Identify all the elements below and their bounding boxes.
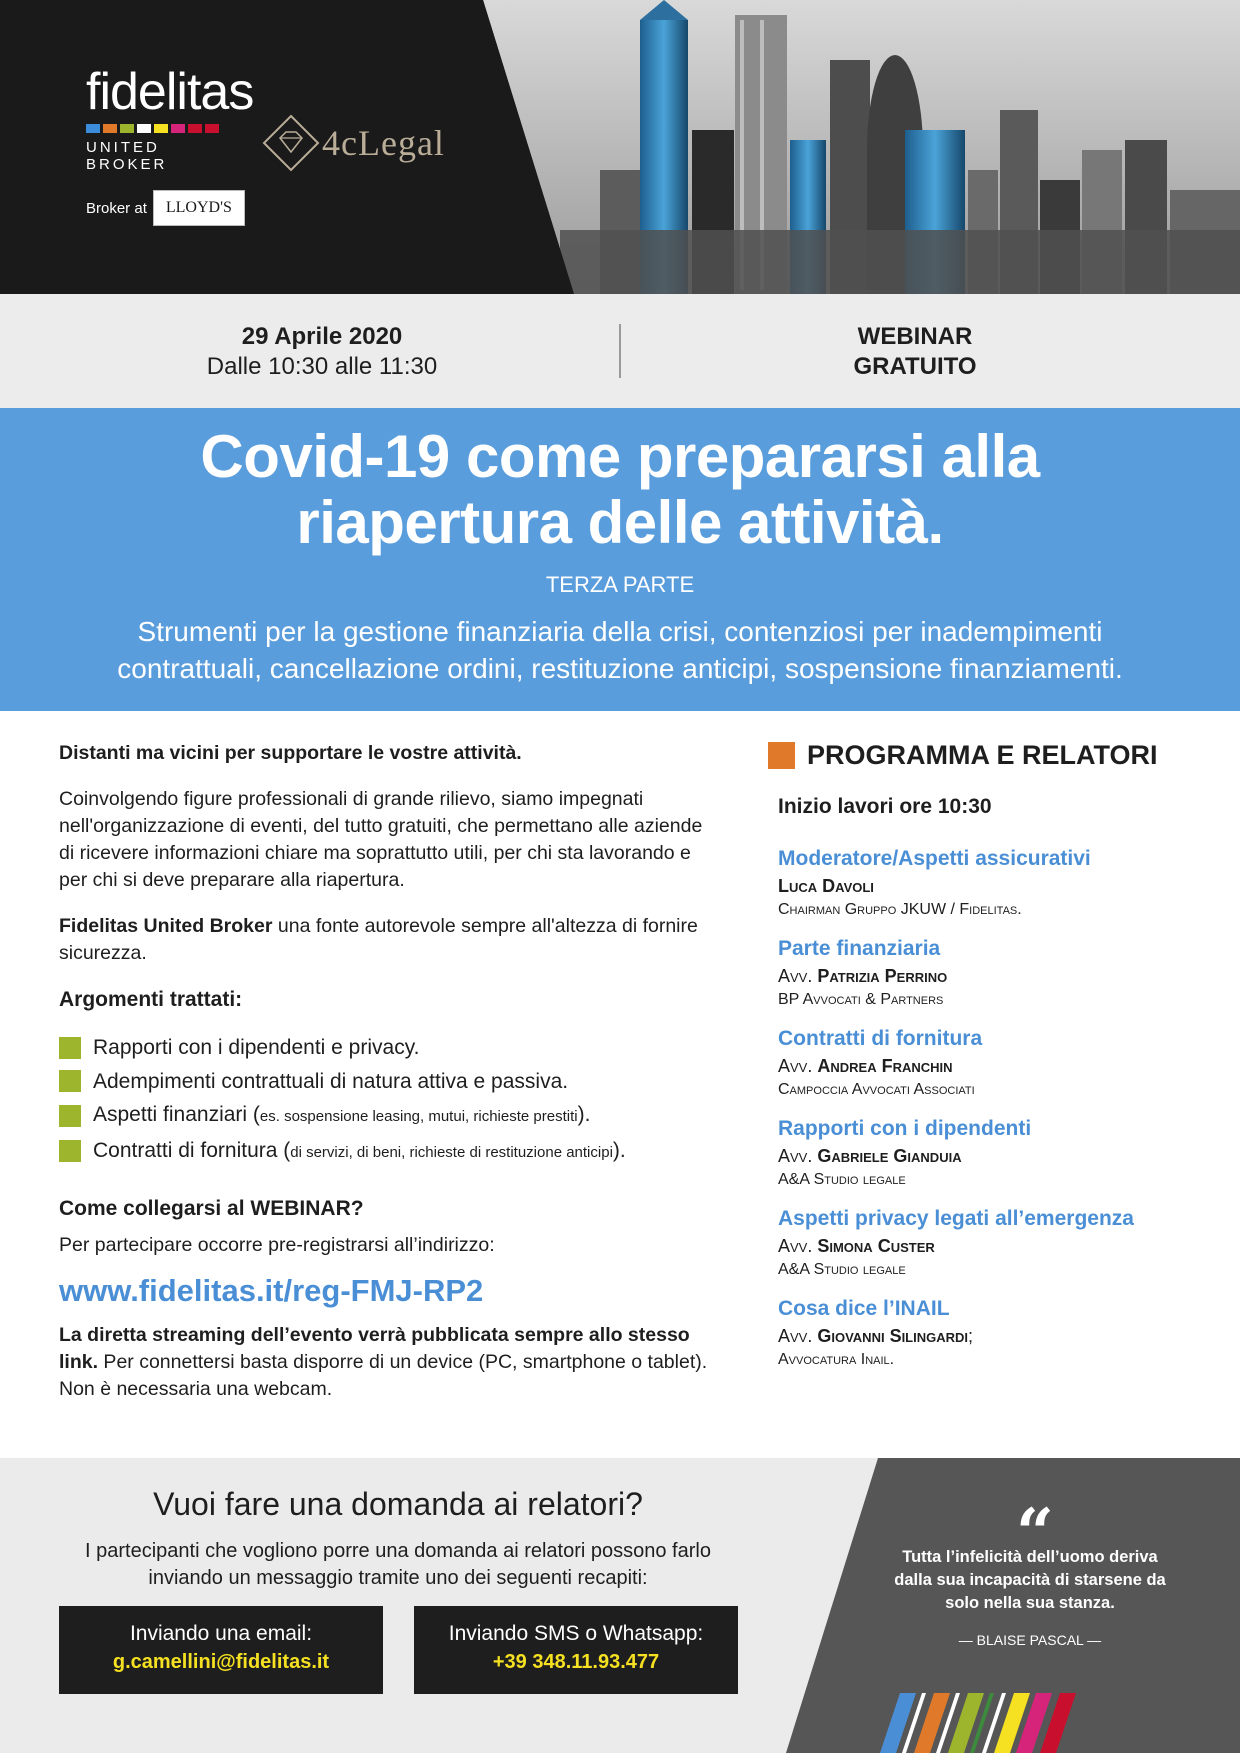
list-item: Rapporti con i dipendenti e privacy. [59, 1031, 709, 1065]
email-label: Inviando una email: [129, 1622, 313, 1645]
banner-subtitle [40, 613, 1200, 687]
quote-icon: “ [1016, 1494, 1054, 1572]
slot-topic: Aspetti privacy legati all’emergenza [778, 1207, 1134, 1230]
question-title: Vuoi fare una domanda ai relatori? [153, 1486, 643, 1522]
diamond-icon [262, 114, 320, 172]
slot-topic: Cosa dice l’INAIL [778, 1297, 950, 1320]
program-slot [778, 1025, 1188, 1101]
page-title-line1: Covid-19 come prepararsi alla [200, 423, 1040, 490]
how-to-connect-heading: Come collegarsi al WEBINAR? [59, 1197, 364, 1220]
phone-label: Inviando SMS o Whatsapp: [448, 1622, 704, 1645]
slot-speaker: Luca Davoli [778, 876, 874, 896]
phone-link[interactable]: +39 348.11.93.477 [492, 1651, 660, 1673]
list-item: Adempimenti contrattuali di natura attiva e passiva. [59, 1065, 709, 1099]
list-item: Aspetti finanziari (es. sospensione leasing, mutui, richieste prestiti). [59, 1098, 709, 1134]
slot-topic: Moderatore/Aspetti assicurativi [778, 847, 1091, 870]
heading-square-icon [768, 742, 795, 769]
date-divider [619, 324, 621, 378]
event-date: 29 Aprile 2020 [241, 323, 403, 350]
quote-text: Tutta l’infelicità dell’uomo deriva dalla sua incapacità di starsene da solo nella sua stanza. [894, 1548, 1166, 1612]
slot-topic: Rapporti con i dipendenti [778, 1117, 1032, 1140]
email-link[interactable]: g.camellini@fidelitas.it [112, 1651, 330, 1673]
4clegal-logo-word: 4cLegal [322, 123, 445, 163]
broker-at-lloyds [86, 190, 245, 226]
streaming-paragraph: La diretta streaming dell’evento verrà pubblicata sempre allo stesso link. Per connettersi basta disporre di un device (PC, smartphone o tablet). Non è necessaria una webcam. [59, 1324, 708, 1400]
quote-author: — BLAISE PASCAL — [958, 1632, 1102, 1648]
program-slot [778, 845, 1188, 921]
program-slot [778, 935, 1188, 1011]
registration-link[interactable]: www.fidelitas.it/reg-FMJ-RP2 [59, 1273, 484, 1308]
email-contact-box [59, 1606, 383, 1694]
topics-heading: Argomenti trattati: [59, 988, 243, 1011]
slot-speaker: Avv. Andrea Franchin [778, 1056, 953, 1076]
header-banner [0, 0, 1240, 294]
program-slot [778, 1295, 1188, 1371]
event-type-line2: GRATUITO [853, 353, 977, 380]
program-slot [778, 1205, 1188, 1281]
event-type-line1: WEBINAR [857, 323, 973, 350]
how-to-connect-text: Per partecipare occorre pre-registrarsi all’indirizzo: [59, 1234, 495, 1256]
slot-organization: BP Avvocati & Partners [778, 991, 944, 1008]
lloyds-logo: LLOYD'S [153, 190, 245, 226]
program-slot [778, 1115, 1188, 1191]
slot-speaker: Avv. Gabriele Gianduia [778, 1146, 962, 1166]
slot-organization: Avvocatura Inail. [778, 1351, 895, 1368]
bullet-square-icon [59, 1037, 81, 1059]
slot-topic: Parte finanziaria [778, 937, 941, 960]
4clegal-logo [262, 114, 445, 172]
slot-speaker: Avv. Giovanni Silingardi; [778, 1326, 974, 1346]
title-banner [0, 408, 1240, 711]
company-paragraph [59, 913, 709, 967]
slot-speaker: Avv. Simona Custer [778, 1236, 935, 1256]
program-column [768, 740, 1188, 1385]
fidelitas-logo [86, 63, 254, 173]
slot-organization: Chairman Gruppo JKUW / Fidelitas. [778, 901, 1022, 918]
fidelitas-logo-word: fidelitas [86, 63, 254, 121]
intro-column [59, 740, 709, 1422]
banner-subtitle-line1: Strumenti per la gestione finanziaria della crisi, contenziosi per inadempimenti [137, 616, 1103, 647]
program-title: PROGRAMMA E RELATORI [807, 740, 1158, 770]
event-time: Dalle 10:30 alle 11:30 [206, 353, 438, 380]
part-label: TERZA PARTE [545, 572, 695, 597]
company-description: una fonte autorevole sempre all'altezza di fornire sicurezza. [59, 915, 698, 964]
slot-topic: Contratti di fornitura [778, 1027, 983, 1050]
broker-at-label: Broker at [86, 199, 147, 217]
start-time: Inizio lavori ore 10:30 [778, 795, 992, 818]
phone-contact-box [414, 1606, 738, 1694]
bullet-square-icon [59, 1105, 81, 1127]
company-name: Fidelitas United Broker [59, 915, 273, 937]
program-heading [768, 740, 1188, 771]
bullet-square-icon [59, 1140, 81, 1162]
slot-organization: Campoccia Avvocati Associati [778, 1081, 975, 1098]
slot-organization: A&A Studio legale [778, 1261, 906, 1278]
date-bar [0, 294, 1240, 408]
fidelitas-logo-subtitle: UNITED BROKER [86, 139, 168, 173]
question-text: I partecipanti che vogliono porre una domanda ai relatori possono farlo inviando un messaggio tramite uno dei seguenti recapiti: [85, 1540, 711, 1589]
page-title [0, 424, 1240, 556]
intro-paragraph: Coinvolgendo figure professionali di grande rilievo, siamo impegnati nell'organizzazione di eventi, del tutto gratuiti, che permettano alle aziende di ricevere informazioni chiare ma soprattutto utili, per chi sta lavorando e per chi si deve preparare alla riapertura. [59, 788, 703, 891]
lead-text: Distanti ma vicini per supportare le vostre attività. [59, 742, 522, 764]
fidelitas-logo-stripes [86, 124, 246, 133]
bullet-square-icon [59, 1070, 81, 1092]
slot-speaker: Avv. Patrizia Perrino [778, 966, 948, 986]
topics-list [59, 1031, 709, 1169]
event-date-time [122, 322, 522, 382]
page-title-line2: riapertura delle attività. [296, 489, 944, 556]
list-item: Contratti di fornitura (di servizi, di beni, richieste di restituzione anticipi). [59, 1134, 709, 1170]
slot-organization: A&A Studio legale [778, 1171, 906, 1188]
banner-subtitle-line2: contrattuali, cancellazione ordini, restituzione anticipi, sospensione finanziamenti. [117, 653, 1123, 684]
event-type [770, 322, 1060, 382]
